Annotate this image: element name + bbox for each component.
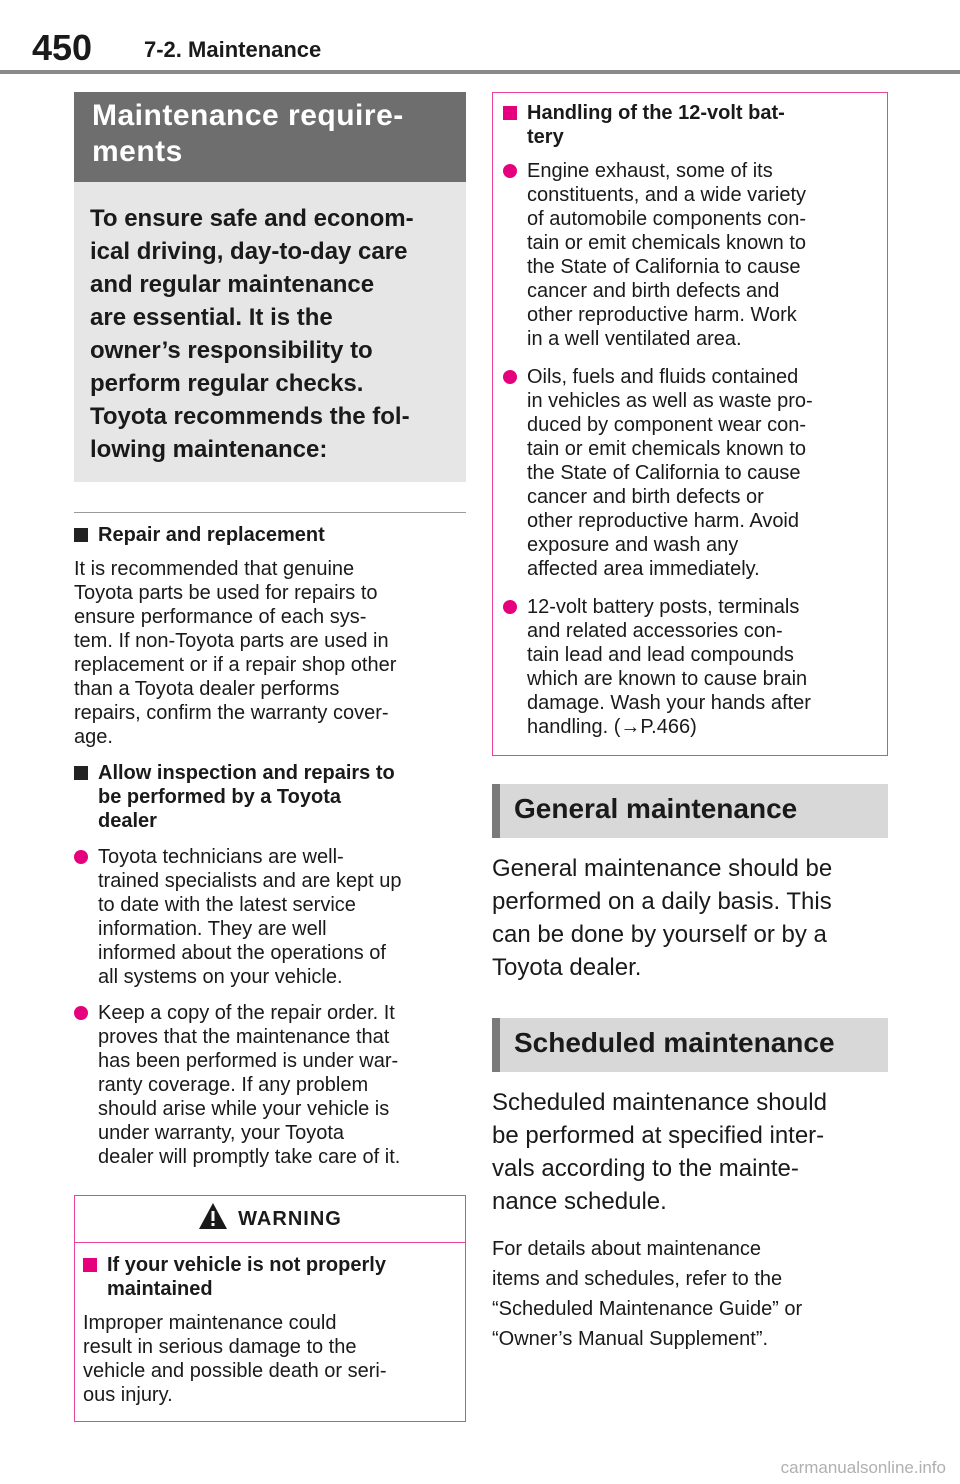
bullet-line: the State of California to cause [527,256,801,278]
warning-text [83,1311,457,1407]
general-maintenance-text [492,852,888,984]
details-line: items and schedules, refer to the [492,1268,783,1290]
maintenance-requirements-banner [74,92,466,182]
black-square-icon [74,528,88,542]
general-maintenance-title: General maintenance [514,793,798,824]
bullet-line: trained specialists and are kept up [98,870,402,892]
repair-line: Toyota parts be used for repairs to [74,582,378,604]
details-line: “Owner’s Manual Supplement”. [492,1328,769,1350]
repair-heading-text: Repair and replacement [98,524,325,546]
bullet-line: constituents, and a wide variety [527,184,807,206]
bullet-line: to date with the latest service [98,894,356,916]
repair-line: repairs, confirm the warranty cover- [74,702,389,724]
scheduled-maintenance-text [492,1086,888,1218]
general-maintenance-heading [492,784,888,838]
inspection-heading [74,761,466,833]
bullet-line: should arise while your vehicle is [98,1098,390,1120]
bullet-line: under warranty, your Toyota [98,1122,345,1144]
watermark: carmanualsonline.info [780,1458,946,1477]
heading-bar [492,1018,500,1072]
page-header [0,0,960,76]
bullet-line: in vehicles as well as waste pro- [527,390,813,412]
scheduled-maintenance-heading [492,1018,888,1072]
bullet-line: Keep a copy of the repair order. It [98,1002,395,1024]
page-reference-link[interactable]: handling. (→P.466) [527,716,697,738]
list-item [503,159,877,351]
black-square-icon [83,1258,97,1272]
bullet-line: Oils, fuels and fluids contained [527,366,799,388]
black-square-icon [74,766,88,780]
repair-line: tem. If non-Toyota parts are used in [74,630,389,652]
bullet-line: in a well ventilated area. [527,328,742,350]
bullet-line: which are known to cause brain [527,668,808,690]
general-line: Toyota dealer. [492,954,642,981]
magenta-dot-icon [74,1006,88,1020]
intro-line: are essential. It is the [90,304,333,331]
warning-line: vehicle and possible death or seri- [83,1360,387,1382]
warning-line: Improper maintenance could [83,1312,337,1334]
warning-line: result in serious damage to the [83,1336,357,1358]
repair-line: ensure performance of each sys- [74,606,367,628]
bullet-line: information. They are well [98,918,327,940]
left-column [74,92,466,1422]
repair-heading [74,523,466,547]
bullet-line: tain lead and lead compounds [527,644,794,666]
warning-box [74,1195,466,1422]
bullet-line: the State of California to cause [527,462,801,484]
bullet-line: dealer will promptly take care of it. [98,1146,401,1168]
bullet-line: ranty coverage. If any problem [98,1074,369,1096]
scheduled-line: Scheduled maintenance should [492,1089,827,1116]
intro-line: perform regular checks. [90,370,364,397]
general-line: can be done by yourself or by a [492,921,827,948]
right-column [492,92,888,1354]
general-line: performed on a daily basis. This [492,888,832,915]
magenta-dot-icon [503,600,517,614]
battery-heading-line: tery [527,126,564,148]
list-item [503,595,877,739]
intro-line: owner’s responsibility to [90,337,373,364]
scheduled-line: be performed at specified inter- [492,1122,825,1149]
battery-handling-box [492,92,888,756]
bullet-line: informed about the operations of [98,942,386,964]
repair-line: age. [74,726,113,748]
details-text [492,1234,888,1354]
list-item [503,365,877,581]
intro-line: ical driving, day-to-day care [90,238,408,265]
scheduled-line: vals according to the mainte- [492,1155,799,1182]
battery-heading-line: Handling of the 12-volt bat- [527,102,785,124]
bullet-line: all systems on your vehicle. [98,966,343,988]
bullet-line: affected area immediately. [527,558,760,580]
magenta-dot-icon [503,164,517,178]
warning-line: ous injury. [83,1384,173,1406]
bullet-line: Engine exhaust, some of its [527,160,773,182]
battery-heading [503,101,877,149]
magenta-dot-icon [74,850,88,864]
repair-line: than a Toyota dealer performs [74,678,340,700]
heading-bar [492,784,500,838]
details-line: “Scheduled Maintenance Guide” or [492,1298,803,1320]
general-line: General maintenance should be [492,855,833,882]
bullet-line: exposure and wash any [527,534,739,556]
details-line: For details about maintenance [492,1238,762,1260]
magenta-dot-icon [503,370,517,384]
bullet-line: tain or emit chemicals known to [527,232,807,254]
inspection-heading-line: dealer [98,810,157,832]
list-item [74,1001,466,1169]
intro-line: Toyota recommends the fol- [90,403,410,430]
repair-paragraph [74,557,466,749]
warning-heading [83,1253,457,1301]
list-item [74,845,466,989]
intro-line: lowing maintenance: [90,436,328,463]
warning-body [75,1243,465,1421]
bullet-line: proves that the maintenance that [98,1026,390,1048]
header-rule [0,70,960,74]
scheduled-line: nance schedule. [492,1188,667,1215]
bullet-line: other reproductive harm. Avoid [527,510,800,532]
bullet-line: and related accessories con- [527,620,783,642]
repair-line: It is recommended that genuine [74,558,355,580]
bullet-line: of automobile components con- [527,208,807,230]
bullet-line: tain or emit chemicals known to [527,438,807,460]
page-number: 450 [32,27,93,68]
intro-line: To ensure safe and econom- [90,205,414,232]
repair-line: replacement or if a repair shop other [74,654,397,676]
inspection-heading-line: Allow inspection and repairs to [98,762,395,784]
banner-title: Maintenance require- ments [92,99,404,168]
warning-heading-line: If your vehicle is not properly [107,1254,386,1276]
bullet-line: damage. Wash your hands after [527,692,811,714]
warning-heading-line: maintained [107,1278,213,1300]
section-label: 7-2. Maintenance [144,37,322,62]
bullet-line: other reproductive harm. Work [527,304,797,326]
black-square-icon [503,106,517,120]
warning-title: WARNING [238,1207,342,1230]
intro-line: and regular maintenance [90,271,375,298]
section-divider [74,512,466,513]
bullet-line: has been performed is under war- [98,1050,399,1072]
intro-box [74,182,466,482]
inspection-heading-line: be performed by a Toyota [98,786,342,808]
bullet-line: cancer and birth defects and [527,280,780,302]
warning-triangle-icon [198,1202,228,1236]
bullet-line: 12-volt battery posts, terminals [527,596,800,618]
bullet-line: cancer and birth defects or [527,486,764,508]
warning-header [75,1196,465,1243]
bullet-line: Toyota technicians are well- [98,846,344,868]
scheduled-maintenance-title: Scheduled maintenance [514,1027,835,1058]
bullet-line: duced by component wear con- [527,414,807,436]
